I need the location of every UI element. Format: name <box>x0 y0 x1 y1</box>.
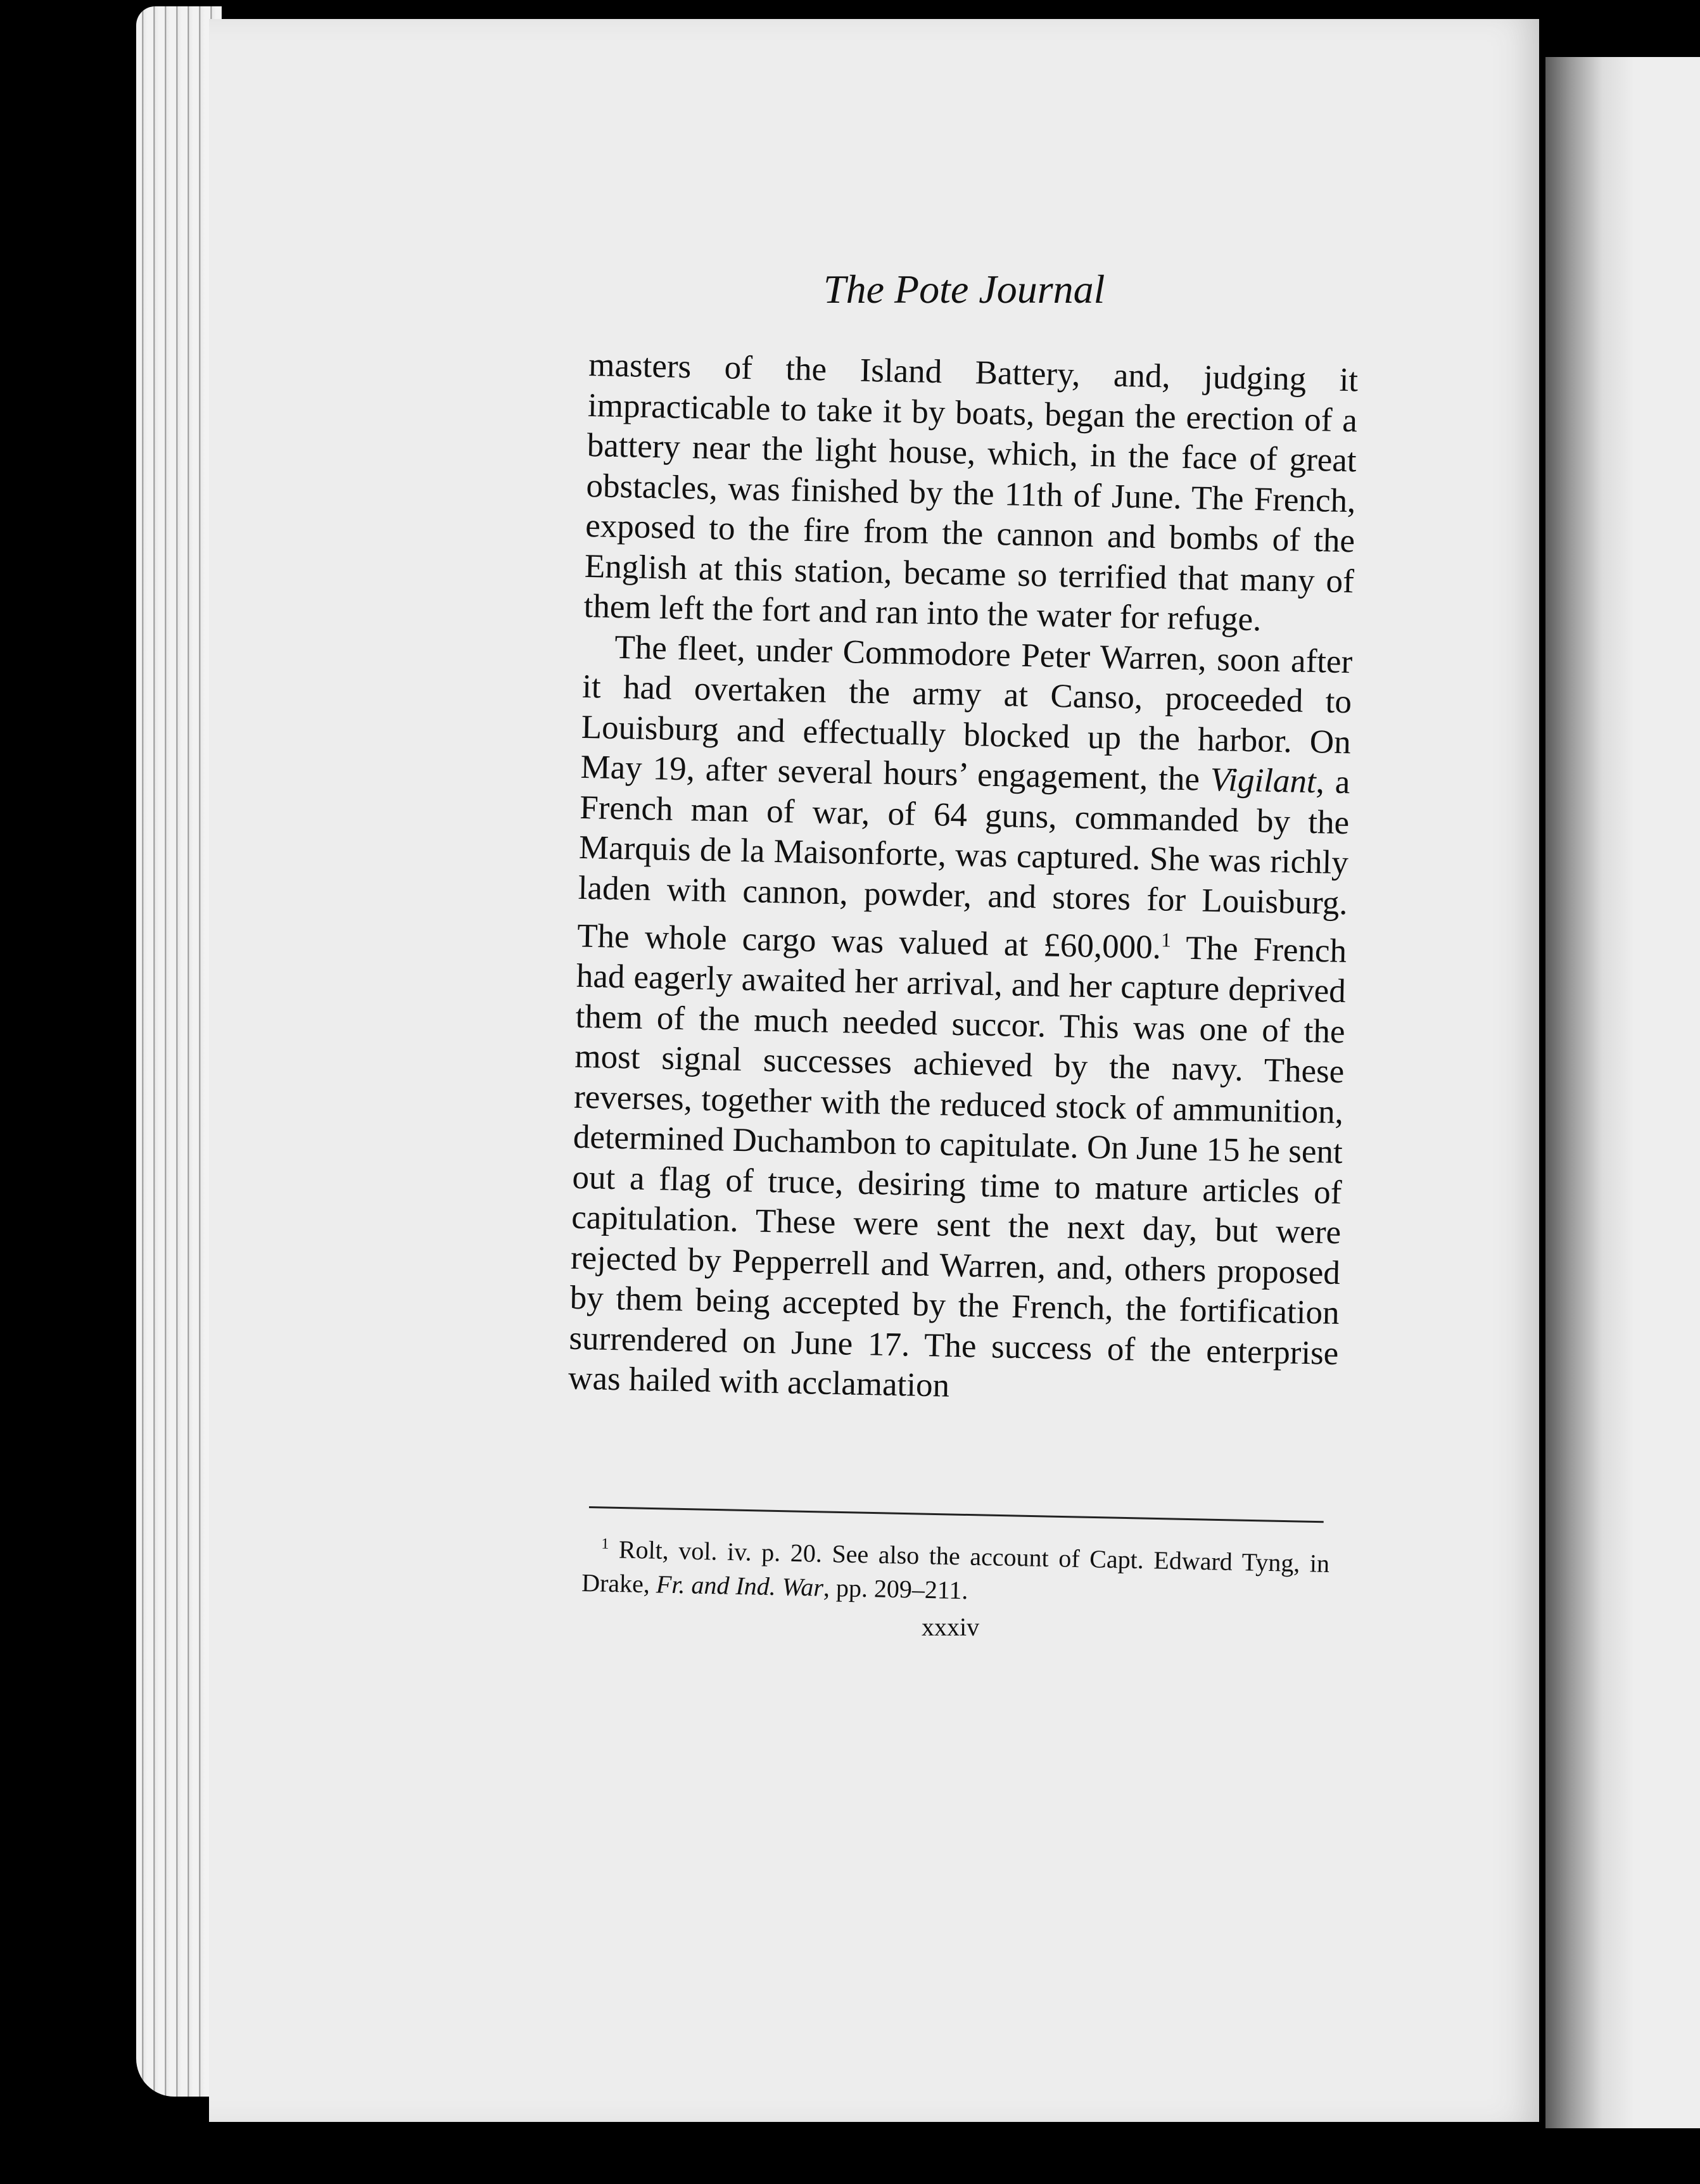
ship-name: Vigilant <box>1210 761 1317 801</box>
footnote-marker: 1 <box>601 1535 609 1552</box>
paragraph-2 <box>568 626 1353 1414</box>
footnote-reference[interactable]: 1 <box>1160 929 1172 951</box>
paragraph-1: masters of the Island Battery, and, judging it impracticable to take it by boats, began the erection of a battery near the light house, which, in the face of great obstacles, was finished by the 11th of June. The French, exposed to the fire from the cannon and bombs of the English at this station, became so terrified that many of them left the fort and ran into the water for refuge. <box>583 346 1359 638</box>
footnote-text-b: , pp. 209–211. <box>823 1573 968 1605</box>
footnote-title: Fr. and Ind. War <box>656 1570 824 1602</box>
paragraph-2-text-c: The French had eagerly awaited her arrival, and her capture deprived them of the much needed succor. This was one of the most signal successes achieved by the navy. These reverses, together with the reduced stock of ammunition, determined Duchambon to capitulate. On June 15 he sent out a flag of truce, desiring time to mature articles of capitulation. These were sent the next day, but were rejected by Pepperrell and Warren, and, others proposed by them being accepted by the French, the fortification surrendered on June 17. The success of the enterprise was hailed with acclamation <box>568 929 1347 1404</box>
page-number: xxxiv <box>922 1613 980 1641</box>
facing-page-edge <box>1545 57 1700 2128</box>
paragraph-2-text-b: , a French man of war, of 64 guns, commanded by the Marquis de la Maisonforte, was captured. She was richly laden with cannon, powder, and stores for Louisburg. The whole cargo was valued at £60,000. <box>576 763 1350 966</box>
body-text <box>568 345 1359 1414</box>
footnotes <box>581 1527 1330 1615</box>
footnote-text-a: Rolt, vol. iv. p. 20. See also the account of Capt. Edward Tyng, in Drake, <box>581 1535 1330 1599</box>
running-head: The Pote Journal <box>823 267 1105 312</box>
footnote-1 <box>581 1527 1330 1615</box>
paragraph-2-text-a: The fleet, under Commodore Peter Warren, soon after it had overtaken the army at Canso, proceeded to Louisburg and effectually blocked up the harbor. On May 19, after several hours’ engagement, the <box>580 628 1353 798</box>
